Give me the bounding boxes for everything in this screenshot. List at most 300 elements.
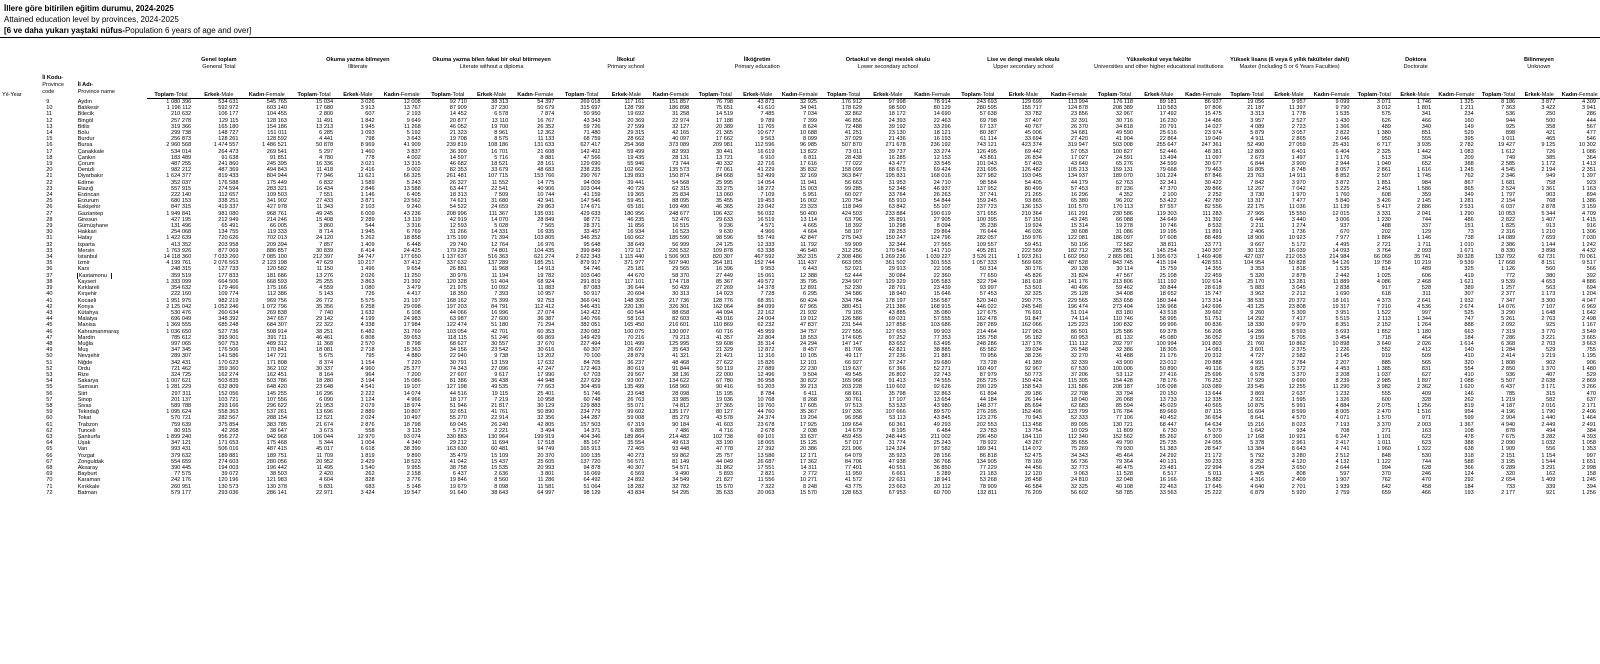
value-cell[interactable]: 67 366 xyxy=(888,365,906,372)
value-cell[interactable]: 950 xyxy=(1381,136,1391,143)
value-cell[interactable]: 39 441 xyxy=(627,179,645,186)
value-cell[interactable]: 592 972 xyxy=(218,105,239,112)
value-cell[interactable]: 174 718 xyxy=(669,278,690,285)
value-cell[interactable]: 27 416 xyxy=(1159,371,1177,378)
value-cell[interactable]: 274 603 xyxy=(218,458,239,465)
value-cell[interactable]: 122 081 xyxy=(1067,235,1088,242)
value-cell[interactable]: 293 036 xyxy=(218,489,239,496)
value-cell[interactable]: 6 294 xyxy=(1250,464,1265,471)
value-cell[interactable]: 865 xyxy=(1464,185,1474,192)
value-cell[interactable]: 24 983 xyxy=(403,316,421,323)
value-cell[interactable]: 30 716 xyxy=(1115,117,1133,124)
value-cell[interactable]: 2 861 xyxy=(1376,167,1391,174)
value-cell[interactable]: 49 293 xyxy=(933,421,951,428)
value-cell[interactable]: 2 346 xyxy=(1501,173,1516,180)
value-cell[interactable]: 55 071 xyxy=(627,402,645,409)
value-cell[interactable]: 1 230 xyxy=(1376,216,1391,223)
value-cell[interactable]: 37 206 xyxy=(1070,371,1088,378)
value-cell[interactable]: 18 313 xyxy=(449,192,467,199)
value-cell[interactable]: 31 824 xyxy=(1070,272,1088,279)
value-cell[interactable]: 162 066 xyxy=(1021,322,1042,329)
value-cell[interactable]: 41 909 xyxy=(403,142,421,149)
value-cell[interactable]: 22 940 xyxy=(449,353,467,360)
value-cell[interactable]: 53 501 xyxy=(1024,285,1042,292)
value-cell[interactable]: 56 571 xyxy=(627,458,645,465)
value-cell[interactable]: 31 953 xyxy=(888,179,906,186)
value-cell[interactable]: 31 774 xyxy=(888,440,906,447)
value-cell[interactable]: 993 431 xyxy=(170,446,192,453)
value-cell[interactable]: 21 365 xyxy=(715,130,734,137)
value-cell[interactable]: 17 984 xyxy=(403,322,421,329)
value-cell[interactable]: 67 703 xyxy=(583,371,601,378)
value-cell[interactable]: 90 416 xyxy=(715,384,734,391)
value-cell[interactable]: 11 368 xyxy=(316,340,334,347)
value-cell[interactable]: 6 405 xyxy=(406,192,421,199)
value-cell[interactable]: 34 599 xyxy=(1159,161,1177,168)
value-cell[interactable]: 16 701 xyxy=(491,148,509,155)
value-cell[interactable]: 47 938 xyxy=(888,458,906,465)
value-cell[interactable]: 140 307 xyxy=(1201,247,1222,254)
value-cell[interactable]: 209 xyxy=(1464,154,1474,161)
value-cell[interactable]: 221 906 xyxy=(841,446,862,453)
value-cell[interactable]: 44 516 xyxy=(449,390,467,397)
value-cell[interactable]: 1 407 xyxy=(1541,216,1556,223)
value-cell[interactable]: 1 264 xyxy=(1417,322,1432,329)
value-cell[interactable]: 17 668 xyxy=(1498,260,1516,267)
value-cell[interactable]: 2 944 xyxy=(1335,161,1350,168)
value-cell[interactable]: 109 503 xyxy=(266,192,288,199)
value-cell[interactable]: 1 648 xyxy=(1541,309,1556,316)
value-cell[interactable]: 2 211 xyxy=(1250,223,1265,230)
value-cell[interactable]: 51 404 xyxy=(491,278,509,285)
province-code-cell[interactable]: 71 xyxy=(46,483,53,490)
value-cell[interactable]: 23 439 xyxy=(933,285,951,292)
value-cell[interactable]: 131 633 xyxy=(534,142,555,149)
value-cell[interactable]: 170 546 xyxy=(885,247,906,254)
value-cell[interactable]: 721 462 xyxy=(170,365,192,372)
value-cell[interactable]: 37 412 xyxy=(403,260,421,267)
value-cell[interactable]: 4 199 761 xyxy=(166,260,192,267)
value-cell[interactable]: 28 879 xyxy=(627,353,645,360)
value-cell[interactable]: 15 535 xyxy=(491,464,509,471)
value-cell[interactable]: 339 xyxy=(1546,483,1556,490)
value-cell[interactable]: 165 913 xyxy=(580,446,601,453)
value-cell[interactable]: 1 409 xyxy=(360,241,375,248)
value-cell[interactable]: 2 582 xyxy=(1291,353,1306,360)
value-cell[interactable]: 73 xyxy=(1467,229,1474,236)
value-cell[interactable]: 1 353 xyxy=(1582,446,1596,453)
value-cell[interactable]: 27 420 xyxy=(1070,136,1088,143)
value-cell[interactable]: 23 042 xyxy=(757,204,775,211)
value-cell[interactable]: 105 098 xyxy=(1156,384,1177,391)
value-cell[interactable]: 35 633 xyxy=(715,489,734,496)
value-cell[interactable]: 202 797 xyxy=(1112,340,1133,347)
value-cell[interactable]: 9 654 xyxy=(406,266,421,273)
value-cell[interactable]: 41 488 xyxy=(1115,353,1133,360)
value-cell[interactable]: 30 761 xyxy=(844,396,862,403)
value-cell[interactable]: 2 076 563 xyxy=(213,260,239,267)
value-cell[interactable]: 290 129 xyxy=(976,384,997,391)
value-cell[interactable]: 347 345 xyxy=(170,347,192,354)
value-cell[interactable]: 148 305 xyxy=(624,297,645,304)
value-cell[interactable]: 1 516 xyxy=(1417,409,1432,416)
value-cell[interactable]: 42 701 xyxy=(491,328,509,335)
value-cell[interactable]: 77 353 xyxy=(933,334,951,341)
value-cell[interactable]: 60 544 xyxy=(627,309,645,316)
value-cell[interactable]: 758 xyxy=(1546,179,1556,186)
value-cell[interactable]: 88 658 xyxy=(672,309,690,316)
value-cell[interactable]: 744 xyxy=(1421,216,1432,223)
value-cell[interactable]: 93 448 xyxy=(672,446,690,453)
value-cell[interactable]: 20 952 xyxy=(316,458,334,465)
value-cell[interactable]: 98 584 xyxy=(979,179,997,186)
value-cell[interactable]: 54 405 xyxy=(1024,179,1042,186)
value-cell[interactable]: 3 159 xyxy=(1582,204,1596,211)
value-cell[interactable]: 3 837 xyxy=(406,148,421,155)
value-cell[interactable]: 3 776 xyxy=(406,477,421,484)
value-cell[interactable]: 659 xyxy=(1381,489,1391,496)
value-cell[interactable]: 6 285 xyxy=(319,130,334,137)
value-cell[interactable]: 819 433 xyxy=(218,173,239,180)
value-cell[interactable]: 668 593 xyxy=(266,278,288,285)
value-cell[interactable]: 7 034 xyxy=(803,111,818,118)
value-cell[interactable]: 371 655 xyxy=(976,210,997,217)
value-cell[interactable]: 16 976 xyxy=(537,241,555,248)
province-name-cell[interactable]: Malatya xyxy=(77,316,98,323)
value-cell[interactable]: 352 315 xyxy=(796,254,818,261)
value-cell[interactable]: 570 721 xyxy=(170,415,192,422)
value-cell[interactable]: 1 586 xyxy=(1417,185,1432,192)
value-cell[interactable]: 112 386 xyxy=(267,291,288,298)
value-cell[interactable]: 27 269 xyxy=(715,285,734,292)
value-cell[interactable]: 1 281 229 xyxy=(166,384,192,391)
value-cell[interactable]: 52 499 xyxy=(757,173,775,180)
value-cell[interactable]: 69 442 xyxy=(1024,148,1042,155)
value-cell[interactable]: 44 948 xyxy=(537,378,555,385)
value-cell[interactable]: 15 437 xyxy=(491,458,509,465)
value-cell[interactable]: 86 937 xyxy=(1204,99,1222,105)
value-cell[interactable]: 15 759 xyxy=(1159,266,1177,273)
value-cell[interactable]: 902 xyxy=(1546,359,1556,366)
value-cell[interactable]: 18 330 xyxy=(1247,322,1265,329)
value-cell[interactable]: 97 998 xyxy=(888,99,906,105)
value-cell[interactable]: 527 736 xyxy=(218,328,239,335)
value-cell[interactable]: 708 xyxy=(1340,427,1350,434)
value-cell[interactable]: 248 286 xyxy=(976,340,997,347)
value-cell[interactable]: 19 547 xyxy=(403,489,421,496)
value-cell[interactable]: 28 438 xyxy=(844,154,862,161)
value-cell[interactable]: 130 378 xyxy=(266,483,288,490)
value-cell[interactable]: 13 754 xyxy=(1024,427,1042,434)
value-cell[interactable]: 193 045 xyxy=(1021,173,1042,180)
value-cell[interactable]: 175 449 xyxy=(266,179,288,186)
value-cell[interactable]: 9 789 xyxy=(760,117,775,124)
value-cell[interactable]: 3 951 xyxy=(1335,309,1350,316)
value-cell[interactable]: 2 416 xyxy=(360,167,375,174)
value-cell[interactable]: 248 315 xyxy=(170,266,192,273)
value-cell[interactable]: 25 757 xyxy=(715,452,734,459)
value-cell[interactable]: 328 xyxy=(1421,396,1432,403)
value-cell[interactable]: 3 353 xyxy=(1250,266,1265,273)
value-cell[interactable]: 19 278 xyxy=(1115,223,1133,230)
value-cell[interactable]: 38 399 xyxy=(403,446,421,453)
value-cell[interactable]: 6 910 xyxy=(760,154,775,161)
value-cell[interactable]: 11 286 xyxy=(537,477,555,484)
value-cell[interactable]: 222 140 xyxy=(170,192,192,199)
value-cell[interactable]: 92 967 xyxy=(1024,365,1042,372)
value-cell[interactable]: 103 805 xyxy=(534,235,555,242)
value-cell[interactable]: 664 506 xyxy=(218,278,239,285)
value-cell[interactable]: 16 805 xyxy=(1247,167,1265,174)
value-cell[interactable]: 134 937 xyxy=(1067,173,1088,180)
value-cell[interactable]: 10 029 xyxy=(1070,427,1088,434)
value-cell[interactable]: 33 296 xyxy=(933,123,951,130)
value-cell[interactable]: 11 150 xyxy=(316,266,334,273)
value-cell[interactable]: 6 437 xyxy=(452,471,467,478)
value-cell[interactable]: 2 417 xyxy=(1335,440,1350,447)
value-cell[interactable]: 109 490 xyxy=(669,204,690,211)
value-cell[interactable]: 1 422 639 xyxy=(166,235,192,242)
value-cell[interactable]: 2 207 xyxy=(1335,359,1350,366)
value-cell[interactable]: 32 048 xyxy=(1115,477,1133,484)
value-cell[interactable]: 3 872 xyxy=(1335,179,1350,186)
value-cell[interactable]: 9 517 xyxy=(1582,260,1596,267)
value-cell[interactable]: 197 203 xyxy=(446,303,467,310)
value-cell[interactable]: 1 642 xyxy=(1582,309,1596,316)
value-cell[interactable]: 13 644 xyxy=(1204,390,1222,397)
value-cell[interactable]: 74 621 xyxy=(449,198,467,205)
value-cell[interactable]: 269 838 xyxy=(266,309,288,316)
value-cell[interactable]: 184 110 xyxy=(1022,433,1042,440)
value-cell[interactable]: 20 888 xyxy=(1204,359,1222,366)
value-cell[interactable]: 30 608 xyxy=(1070,229,1088,236)
value-cell[interactable]: 3 801 xyxy=(540,471,555,478)
value-cell[interactable]: 6 258 xyxy=(360,303,375,310)
value-cell[interactable]: 29 913 xyxy=(888,266,906,273)
value-cell[interactable]: 359 360 xyxy=(218,365,239,372)
value-cell[interactable]: 41 229 xyxy=(757,167,775,174)
province-name-cell[interactable]: Hatay xyxy=(77,235,93,242)
value-cell[interactable]: 35 891 xyxy=(888,216,906,223)
value-cell[interactable]: 2 759 xyxy=(1335,489,1350,496)
value-cell[interactable]: 12 362 xyxy=(537,130,555,137)
value-cell[interactable]: 618 xyxy=(1381,291,1391,298)
value-cell[interactable]: 28 371 xyxy=(583,223,601,230)
value-cell[interactable]: 12 015 xyxy=(1332,210,1350,217)
value-cell[interactable]: 7 200 xyxy=(406,371,421,378)
value-cell[interactable]: 15 882 xyxy=(1204,477,1222,484)
value-cell[interactable]: 9 738 xyxy=(494,353,509,360)
value-cell[interactable]: 70 100 xyxy=(583,353,601,360)
value-cell[interactable]: 7 417 xyxy=(1291,316,1306,323)
value-cell[interactable]: 243 693 xyxy=(976,99,997,105)
province-name-cell[interactable]: Karaman xyxy=(77,477,101,484)
province-code-cell[interactable]: 28 xyxy=(46,216,53,223)
value-cell[interactable]: 124 xyxy=(1464,471,1474,478)
value-cell[interactable]: 176 506 xyxy=(218,347,239,354)
value-cell[interactable]: 1 369 555 xyxy=(166,322,192,329)
value-cell[interactable]: 212 949 xyxy=(218,216,239,223)
value-cell[interactable]: 25 616 xyxy=(1159,130,1177,137)
value-cell[interactable]: 36 052 xyxy=(1204,334,1222,341)
value-cell[interactable]: 79 165 xyxy=(844,309,862,316)
value-cell[interactable]: 8 195 xyxy=(891,427,906,434)
province-name-cell[interactable]: Rize xyxy=(77,371,89,378)
value-cell[interactable]: 663 xyxy=(1464,328,1474,335)
value-cell[interactable]: 17 107 xyxy=(888,396,906,403)
value-cell[interactable]: 7 842 xyxy=(1250,179,1265,186)
value-cell[interactable]: 413 352 xyxy=(170,241,192,248)
value-cell[interactable]: 287 289 xyxy=(976,322,997,329)
value-cell[interactable]: 162 xyxy=(1546,471,1556,478)
value-cell[interactable]: 942 968 xyxy=(266,433,288,440)
value-cell[interactable]: 35 798 xyxy=(888,390,906,397)
value-cell[interactable]: 9 979 xyxy=(1291,322,1306,329)
value-cell[interactable]: 2 850 xyxy=(1501,365,1516,372)
value-cell[interactable]: 85 167 xyxy=(583,440,601,447)
value-cell[interactable]: 41 159 xyxy=(583,192,601,199)
value-cell[interactable]: 93 074 xyxy=(403,433,421,440)
value-cell[interactable]: 14 486 xyxy=(1204,117,1222,124)
value-cell[interactable]: 1 333 099 xyxy=(166,278,192,285)
province-name-cell[interactable]: Samsun xyxy=(77,384,99,391)
value-cell[interactable]: 50 890 xyxy=(1159,365,1177,372)
value-cell[interactable]: 1 790 xyxy=(1541,409,1556,416)
value-cell[interactable]: 3 479 xyxy=(406,285,421,292)
province-name-cell[interactable]: Van xyxy=(77,446,88,453)
value-cell[interactable]: 3 770 xyxy=(1541,328,1556,335)
value-cell[interactable]: 1 464 xyxy=(1582,415,1596,422)
value-cell[interactable]: 11 883 xyxy=(537,285,555,292)
value-cell[interactable]: 95 182 xyxy=(1024,334,1042,341)
value-cell[interactable]: 25 605 xyxy=(537,458,555,465)
value-cell[interactable]: 14 081 xyxy=(1204,347,1222,354)
value-cell[interactable]: 3 115 xyxy=(407,427,421,434)
value-cell[interactable]: 127 198 xyxy=(446,384,467,391)
value-cell[interactable]: 102 662 xyxy=(624,167,645,174)
value-cell[interactable]: 341 902 xyxy=(266,198,288,205)
value-cell[interactable]: 93 865 xyxy=(1024,198,1042,205)
value-cell[interactable]: 923 xyxy=(1586,179,1596,186)
value-cell[interactable]: 3 526 211 xyxy=(972,254,997,261)
value-cell[interactable]: 47 247 xyxy=(537,365,555,372)
value-cell[interactable]: 38 313 xyxy=(491,99,509,105)
value-cell[interactable]: 91 638 xyxy=(221,154,239,161)
value-cell[interactable]: 176 912 xyxy=(841,99,862,105)
value-cell[interactable]: 2 075 xyxy=(1376,402,1391,409)
value-cell[interactable]: 50 890 xyxy=(537,409,555,416)
year-cell[interactable] xyxy=(0,99,40,106)
value-cell[interactable]: 241 860 xyxy=(218,161,239,168)
value-cell[interactable]: 220 130 xyxy=(624,303,645,310)
province-code-cell[interactable]: 70 xyxy=(46,477,53,484)
value-cell[interactable]: 63 495 xyxy=(933,340,951,347)
value-cell[interactable]: 9 955 xyxy=(406,464,421,471)
value-cell[interactable]: 22 541 xyxy=(491,185,509,192)
value-cell[interactable]: 111 192 xyxy=(1157,278,1177,285)
value-cell[interactable]: 11 316 xyxy=(757,353,775,360)
province-name-cell[interactable]: Sakarya xyxy=(77,378,99,385)
value-cell[interactable]: 163 xyxy=(1421,427,1432,434)
value-cell[interactable]: 42 847 xyxy=(799,235,818,242)
value-cell[interactable]: 21 329 xyxy=(715,347,734,354)
value-cell[interactable]: 19 012 xyxy=(799,316,818,323)
value-cell[interactable]: 1 818 xyxy=(1291,266,1306,273)
value-cell[interactable]: 58 163 xyxy=(627,316,645,323)
value-cell[interactable]: 743 121 xyxy=(976,142,997,149)
value-cell[interactable]: 5 693 xyxy=(1335,328,1350,335)
value-cell[interactable]: 529 xyxy=(1464,130,1474,137)
value-cell[interactable]: 1 923 261 xyxy=(1016,254,1042,261)
value-cell[interactable]: 44 179 xyxy=(1070,179,1088,186)
value-cell[interactable]: 40 551 xyxy=(888,464,906,471)
value-cell[interactable]: 3 601 xyxy=(1250,347,1265,354)
value-cell[interactable]: 54 844 xyxy=(933,198,951,205)
value-cell[interactable]: 25 735 xyxy=(1159,440,1177,447)
value-cell[interactable]: 181 686 xyxy=(266,272,288,279)
value-cell[interactable]: 152 562 xyxy=(1112,433,1133,440)
value-cell[interactable]: 15 646 xyxy=(933,291,951,298)
value-cell[interactable]: 68 351 xyxy=(757,297,775,304)
value-cell[interactable]: 464 xyxy=(1421,334,1432,341)
value-cell[interactable]: 32 344 xyxy=(888,241,906,248)
value-cell[interactable]: 22 804 xyxy=(757,334,775,341)
value-cell[interactable]: 2 721 xyxy=(1376,241,1391,248)
value-cell[interactable]: 632 809 xyxy=(218,384,239,391)
value-cell[interactable]: 43 236 xyxy=(403,210,421,217)
value-cell[interactable]: 778 xyxy=(365,154,375,161)
value-cell[interactable]: 81 149 xyxy=(672,458,690,465)
value-cell[interactable]: 113 994 xyxy=(1068,99,1088,105)
value-cell[interactable]: 6 411 xyxy=(803,390,818,397)
value-cell[interactable]: 819 xyxy=(1464,402,1474,409)
province-code-cell[interactable]: 65 xyxy=(46,446,53,453)
value-cell[interactable]: 18 521 xyxy=(491,161,509,168)
value-cell[interactable]: 292 xyxy=(1464,477,1474,484)
value-cell[interactable]: 13 317 xyxy=(1247,198,1265,205)
value-cell[interactable]: 1 256 xyxy=(1582,489,1596,496)
value-cell[interactable]: 260 951 xyxy=(170,483,192,490)
value-cell[interactable]: 118 949 xyxy=(842,204,862,211)
value-cell[interactable]: 29 633 xyxy=(715,216,734,223)
value-cell[interactable]: 4 727 xyxy=(1250,353,1265,360)
value-cell[interactable]: 161 291 xyxy=(1067,210,1088,217)
value-cell[interactable]: 18 652 xyxy=(1159,291,1177,298)
value-cell[interactable]: 33 457 xyxy=(583,229,601,236)
value-cell[interactable]: 8 599 xyxy=(1291,409,1306,416)
value-cell[interactable]: 50 400 xyxy=(799,210,818,217)
value-cell[interactable]: 51 751 xyxy=(1204,316,1222,323)
value-cell[interactable]: 35 080 xyxy=(933,309,951,316)
value-cell[interactable]: 27 905 xyxy=(933,216,951,223)
value-cell[interactable]: 59 862 xyxy=(672,452,690,459)
value-cell[interactable]: 20 369 xyxy=(627,117,645,124)
value-cell[interactable]: 28 458 xyxy=(1024,477,1042,484)
value-cell[interactable]: 5 515 xyxy=(1335,316,1350,323)
value-cell[interactable]: 282 567 xyxy=(218,415,239,422)
value-cell[interactable]: 5 372 xyxy=(1291,365,1306,372)
value-cell[interactable]: 12 153 xyxy=(933,154,951,161)
value-cell[interactable]: 5 289 xyxy=(936,471,951,478)
value-cell[interactable]: 68 661 xyxy=(844,390,862,397)
value-cell[interactable]: 546 xyxy=(1586,136,1596,143)
value-cell[interactable]: 101 570 xyxy=(1067,204,1088,211)
value-cell[interactable]: 1 522 xyxy=(1376,309,1391,316)
value-cell[interactable]: 2 113 xyxy=(1377,316,1391,323)
value-cell[interactable]: 7 393 xyxy=(494,291,509,298)
value-cell[interactable]: 7 659 xyxy=(1541,235,1556,242)
value-cell[interactable]: 58 785 xyxy=(1115,489,1133,496)
